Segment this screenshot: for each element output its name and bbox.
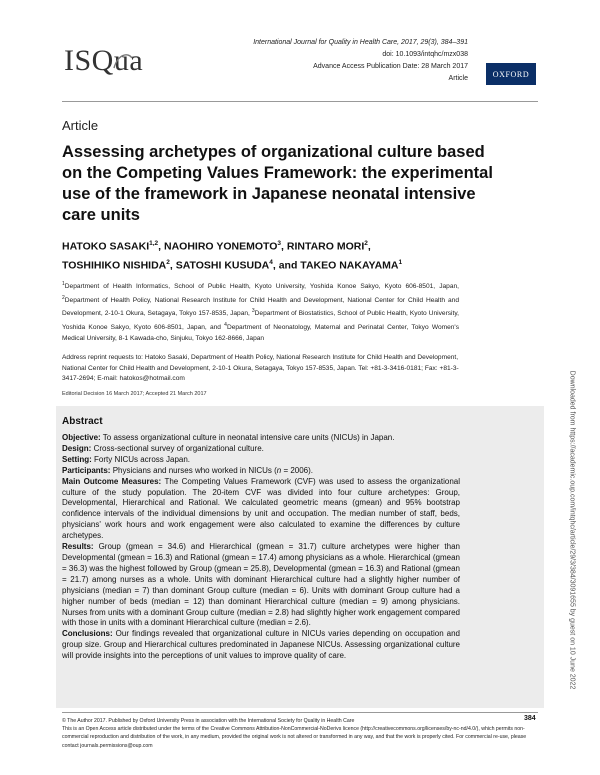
affil-sup: 1: [62, 281, 65, 287]
author-sup: 1,2: [149, 240, 159, 247]
affiliations: [62, 279, 459, 344]
affil-sup: 4: [224, 322, 227, 329]
results-text: Group (gmean = 34.6) and Hierarchical (gmean = 31.7) culture archetypes were higher than Developmental (gmean = 16.3) and Rational (gmean = 17.4) among physicians as a whole. Hierarchical (gmean = 36.3) was the highest followed by Group (gmean = 25.8), Developmental (gmean = 16.3) and Rational (gmean = 21.7) among nurses as a whole. Units with dominant Hierarchical culture had a slightly higher number of physicians (median = 7) than dominant Group culture (median = 6). Units with dominant Group culture had a higher number of beds (median = 12) than dominant Hierarchical culture (median = 9) among physicians. Nurses from units with a dominant Group culture (median = 2.8) had slightly higher work engagement compared with those in units with a dominant Hierarchical culture (median = 2.6).: [62, 542, 460, 628]
affiliation-text: Department of Health Informatics, School of Public Health, Kyoto University, Yoshida Konoe Sakyo, Kyoto 606-8501, Japan,: [64, 283, 459, 291]
abstract-results: [62, 542, 460, 629]
abstract-body: [62, 433, 460, 662]
article-type: Article: [448, 75, 468, 82]
journal-meta: [168, 37, 468, 85]
page-number: 384: [524, 715, 536, 722]
participants-text: Physicians and nurses who worked in NICUs (: [110, 465, 277, 475]
author-sup: 4: [269, 258, 273, 266]
results-label: Results:: [62, 542, 94, 552]
affil-sup: 3: [251, 308, 255, 315]
doi[interactable]: doi: 10.1093/intqhc/mzx038: [382, 51, 468, 58]
author-sup: 2: [166, 258, 170, 266]
affil-sup: 2: [62, 294, 65, 301]
author-name: HATOKO SASAKI: [62, 240, 150, 253]
footer-rule: [62, 712, 538, 713]
author-name: RINTARO MORI: [286, 240, 365, 253]
article-label: Article: [62, 118, 99, 133]
oxford-badge: OXFORD: [486, 63, 536, 85]
affiliation-text: Department of Biostatistics, School of Public Health, Kyoto University, Yoshida Konoe Sakyo, Kyoto 606-8501, Japan, and: [62, 310, 459, 332]
footer: [62, 717, 540, 750]
editorial-dates: Editorial Decision 16 March 2017; Accepted 21 March 2017: [62, 391, 207, 397]
article-title: Assessing archetypes of organizational culture based on the Competing Values Framework: the experimental use of the framework in Japanese neonatal intensive care units: [62, 143, 493, 224]
outcome-text: The Competing Values Framework (CVF) was used to assess the organizational culture of the study population. The 20-item CVF was divided into four culture archetypes: Group, Developmental, Hierarchical and Rational. We calculated geometric means (gmean) and 95% bootstrap confidence intervals of the individual dimensions by unit and occupation. The median number of staff, beds, physicians' work hours and work engagement were also calculated to examine the differences by culture archetypes.: [62, 476, 460, 541]
affiliation-text: Department of Health Policy, National Research Institute for Child Health and Development, National Center for Child Health and Development, 2-10-1 Okura, Setagaya, Tokyo 157-8535, Japan,: [62, 296, 459, 318]
affiliation-text: Department of Neonatology, Maternal and Perinatal Center, Tokyo Women's Medical University, 8-1 Kawada-cho, Sinjuku, Tokyo 162-8666, Japan: [62, 324, 459, 342]
author-name: TOSHIHIKO NISHIDA: [62, 259, 167, 271]
outcome-label: Main Outcome Measures:: [62, 476, 162, 486]
design-text: Cross-sectional survey of organizational culture.: [91, 443, 264, 453]
author-list: HATOKO SASAKI$^{1,2}$, NAOHIRO YONEMOTO$^3$, RINTARO MORI$^2$, TOSHIHIKO NISHIDA$^2$, SATOSHI KUSUDA$^4$, and TAKEO NAKAYAMA$^1$: [62, 240, 403, 271]
author-name: NAOHIRO YONEMOTO: [164, 240, 278, 253]
download-note: Downloaded from https://academic.oup.com/intqhc/article/29/3/384/3091655 by guest on 10 June 2022: [568, 370, 576, 690]
participants-n: n: [276, 465, 282, 475]
abstract-setting: [62, 455, 460, 466]
author-name: SATOSHI KUSUDA: [175, 259, 270, 271]
design-label: Design:: [62, 443, 92, 453]
abstract-heading: Abstract: [62, 416, 103, 427]
setting-text: Forty NICUs across Japan.: [91, 454, 191, 464]
header-rule: [62, 101, 538, 102]
author-name: and TAKEO NAKAYAMA: [278, 259, 399, 271]
author-sup: 3: [277, 240, 282, 247]
correspondence-address: Address reprint requests to: Hatoko Sasaki, Department of Health Policy, National Research Institute for Child Health and Development, National Center for Child Health and Development, 2-10-1 Okura, Setagaya, Tokyo 157-8535, Japan. Tel: +81-3-3416-0181; Fax: +81-3-3417-2694; E-mail: hatokos@hotmail.com: [62, 354, 459, 382]
author-sup: 1: [398, 258, 403, 266]
conclusions-label: Conclusions:: [62, 629, 113, 639]
publication-date: Advance Access Publication Date: 28 March 2017: [313, 63, 468, 70]
participants-text-end: = 2006).: [281, 465, 314, 475]
abstract-participants: [62, 466, 460, 477]
author-sup: 2: [364, 240, 368, 247]
isqua-logo: [64, 44, 164, 88]
objective-text: To assess organizational culture in neonatal intensive care units (NICUs) in Japan.: [100, 433, 395, 442]
abstract-conclusions: [62, 629, 460, 662]
copyright: © The Author 2017. Published by Oxford University Press in association with the International Society for Quality in Health Care: [62, 718, 355, 724]
participants-label: Participants:: [62, 465, 111, 475]
journal-citation: International Journal for Quality in Health Care, 2017, 29(3), 384–391: [253, 39, 468, 46]
logo-text: ISQua: [64, 44, 144, 77]
objective-label: Objective:: [62, 433, 101, 442]
conclusions-text: Our findings revealed that organizational culture in NICUs varies depending on occupation and group size. Group and Hierarchical cultures predominated in Japanese NICUs. Assessing organizational culture will provide insights into the perceptions of unit values to improve quality of care.: [62, 629, 460, 661]
license-text: This is an Open Access article distributed under the terms of the Creative Commons Attribution-NonCommercial-NoDerivs licence (http://creativecommons.org/licenses/by-nc-nd/4.0/), which permits non-commercial reproduction and distribution of the work, in any medium, provided the original work is not altered or transformed in any way, and that the work is properly cited. For commercial re-use, please contact journals.permissions@oup.com: [62, 726, 527, 749]
setting-label: Setting:: [62, 454, 92, 464]
logo-swirl-icon: [110, 48, 136, 74]
abstract-objective: [62, 433, 460, 444]
abstract-outcome: [62, 477, 460, 542]
abstract-design: [62, 444, 460, 455]
